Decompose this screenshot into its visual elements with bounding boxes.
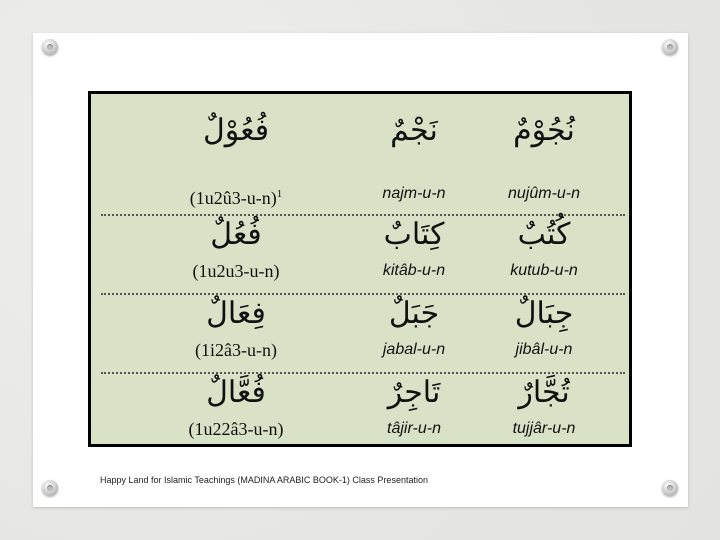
slide-caption: Happy Land for Islamic Teachings (MADINA ARABIC BOOK-1) Class Presentation [100,475,428,485]
pattern-arabic: فُعَّالٌ [206,375,266,410]
singular-arabic: نَجْمٌ [390,113,438,148]
pushpin-icon [42,39,58,55]
plural-transliteration: kutub-u-n [510,262,578,279]
singular-transliteration: tâjir-u-n [387,420,441,437]
pattern-arabic: فُعُلٌ [210,217,262,252]
singular-arabic: تَاجِرٌ [387,375,441,410]
pattern-transliteration: (1u22â3-u-n) [188,419,284,439]
plural-arabic: كُتُبٌ [517,217,571,252]
table-row [101,372,625,449]
table-row [101,214,625,291]
pattern-transliteration: (1u2û3-u-n)$^1$ [189,188,283,208]
singular-arabic: جَبَلٌ [388,296,440,331]
plural-arabic: نُجُوْمٌ [513,113,575,148]
singular-transliteration: jabal-u-n [382,341,446,358]
table-row [101,293,625,370]
plural-transliteration: nujûm-u-n [507,185,581,202]
pushpin-icon [662,480,678,496]
plural-transliteration: tujjâr-u-n [512,420,576,437]
pushpin-icon [42,480,58,496]
footnote-mark: 1 [276,188,283,200]
pattern-arabic: فُعُوْلٌ [202,113,270,148]
pushpin-icon [662,39,678,55]
pattern-arabic: فِعَالٌ [206,296,266,331]
plural-transliteration: jibâl-u-n [515,341,573,358]
pattern-transliteration: (1i2â3-u-n) [195,340,277,360]
singular-transliteration: kitâb-u-n [382,262,446,279]
table-row [101,98,625,212]
pattern-transliteration: (1u2u3-u-n) [192,261,280,281]
singular-arabic: كِتَابٌ [383,217,445,252]
plural-arabic: تُجَّارٌ [518,375,570,410]
singular-transliteration: najm-u-n [382,185,446,202]
plural-patterns-table [88,91,632,447]
plural-arabic: جِبَالٌ [514,296,574,331]
